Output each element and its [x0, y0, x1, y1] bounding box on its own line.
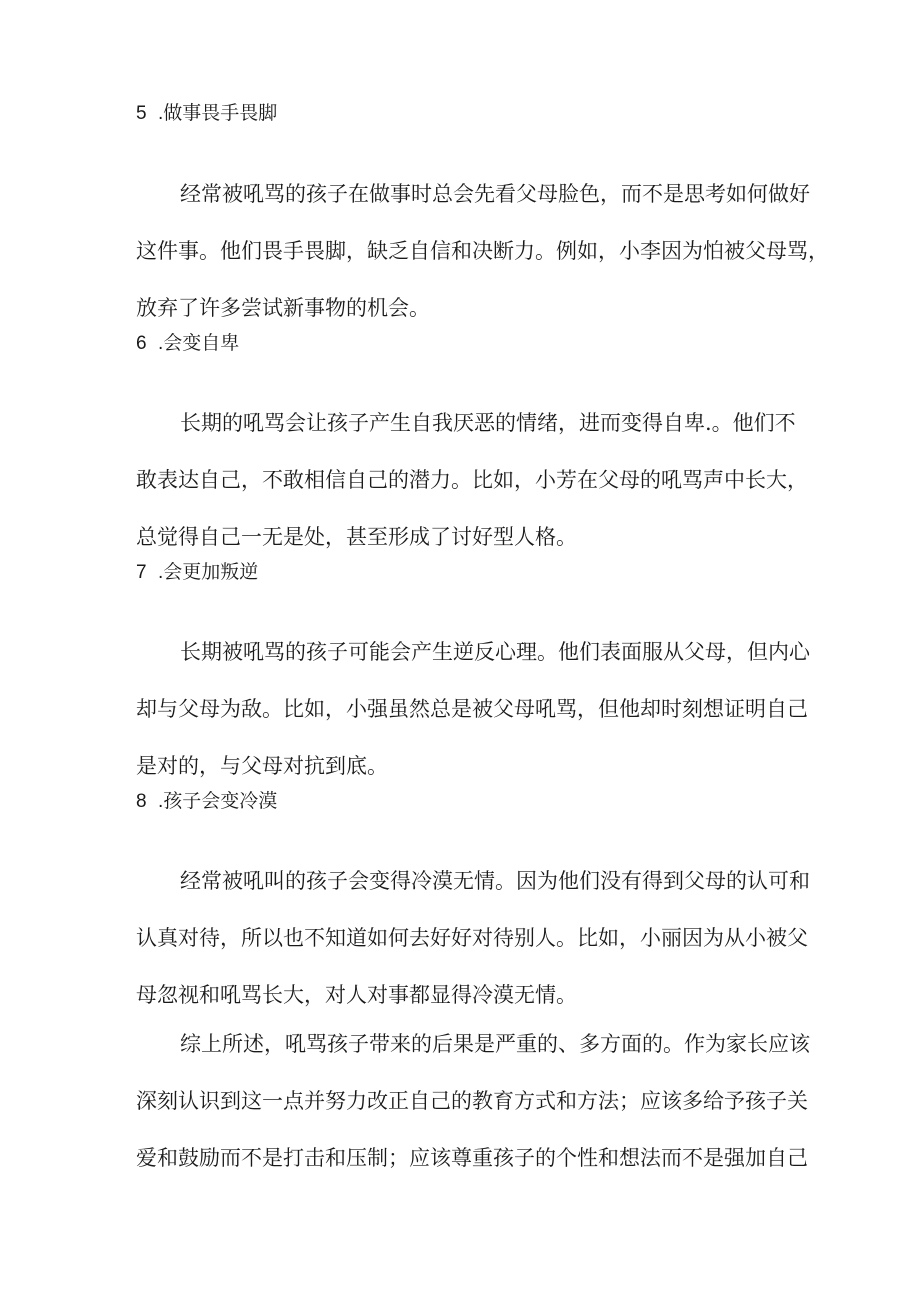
- section-paragraph-8: [136, 853, 810, 1024]
- section-paragraph-6: [136, 395, 808, 566]
- section-paragraph-7: [136, 624, 810, 795]
- section-number: 8: [136, 791, 147, 812]
- paragraph-line: 却与父母为敌。比如，小强虽然总是被父母吼骂，但他却时刻想证明自己: [136, 697, 808, 721]
- section-title: .会变自卑: [158, 333, 240, 354]
- section-title: .孩子会变冷漠: [158, 791, 278, 812]
- summary-paragraph: [136, 1016, 810, 1187]
- paragraph-line: 母忽视和吼骂长大，对人对事都显得冷漠无情。: [136, 983, 577, 1007]
- section-heading-8: [136, 789, 277, 815]
- paragraph-line: 敢表达自己，不敢相信自己的潜力。比如，小芳在父母的吼骂声中长大，: [136, 468, 808, 492]
- paragraph-line: 综上所述，吼骂孩子带来的后果是严重的、多方面的。作为家长应该: [180, 1032, 810, 1056]
- section-title: .会更加叛逆: [158, 562, 259, 583]
- paragraph-line: 爱和鼓励而不是打击和压制；应该尊重孩子的个性和想法而不是强加自己: [136, 1146, 808, 1170]
- paragraph-line: 放弃了许多尝试新事物的机会。: [136, 296, 430, 320]
- paragraph-line: 是对的，与父母对抗到底。: [136, 754, 388, 778]
- section-heading-5: [136, 101, 277, 127]
- section-paragraph-5: [136, 166, 829, 337]
- paragraph-line: 长期的吼骂会让孩子产生自我厌恶的情绪，进而变得自卑.。他们不: [180, 411, 796, 435]
- section-heading-6: [136, 331, 239, 357]
- section-heading-7: [136, 560, 258, 586]
- paragraph-line: 经常被吼叫的孩子会变得冷漠无情。因为他们没有得到父母的认可和: [180, 869, 810, 893]
- paragraph-line: 总觉得自己一无是处，甚至形成了讨好型人格。: [136, 525, 577, 549]
- section-number: 5: [136, 103, 147, 124]
- paragraph-line: 深刻认识到这一点并努力改正自己的教育方式和方法；应该多给予孩子关: [136, 1089, 808, 1113]
- section-number: 6: [136, 333, 147, 354]
- paragraph-line: 经常被吼骂的孩子在做事时总会先看父母脸色，而不是思考如何做好: [180, 182, 810, 206]
- paragraph-line: 这件事。他们畏手畏脚，缺乏自信和决断力。例如，小李因为怕被父母骂，: [136, 239, 829, 263]
- section-title: .做事畏手畏脚: [158, 103, 278, 124]
- paragraph-line: 认真对待，所以也不知道如何去好好对待别人。比如，小丽因为从小被父: [136, 926, 808, 950]
- paragraph-line: 长期被吼骂的孩子可能会产生逆反心理。他们表面服从父母，但内心: [180, 640, 810, 664]
- section-number: 7: [136, 562, 147, 583]
